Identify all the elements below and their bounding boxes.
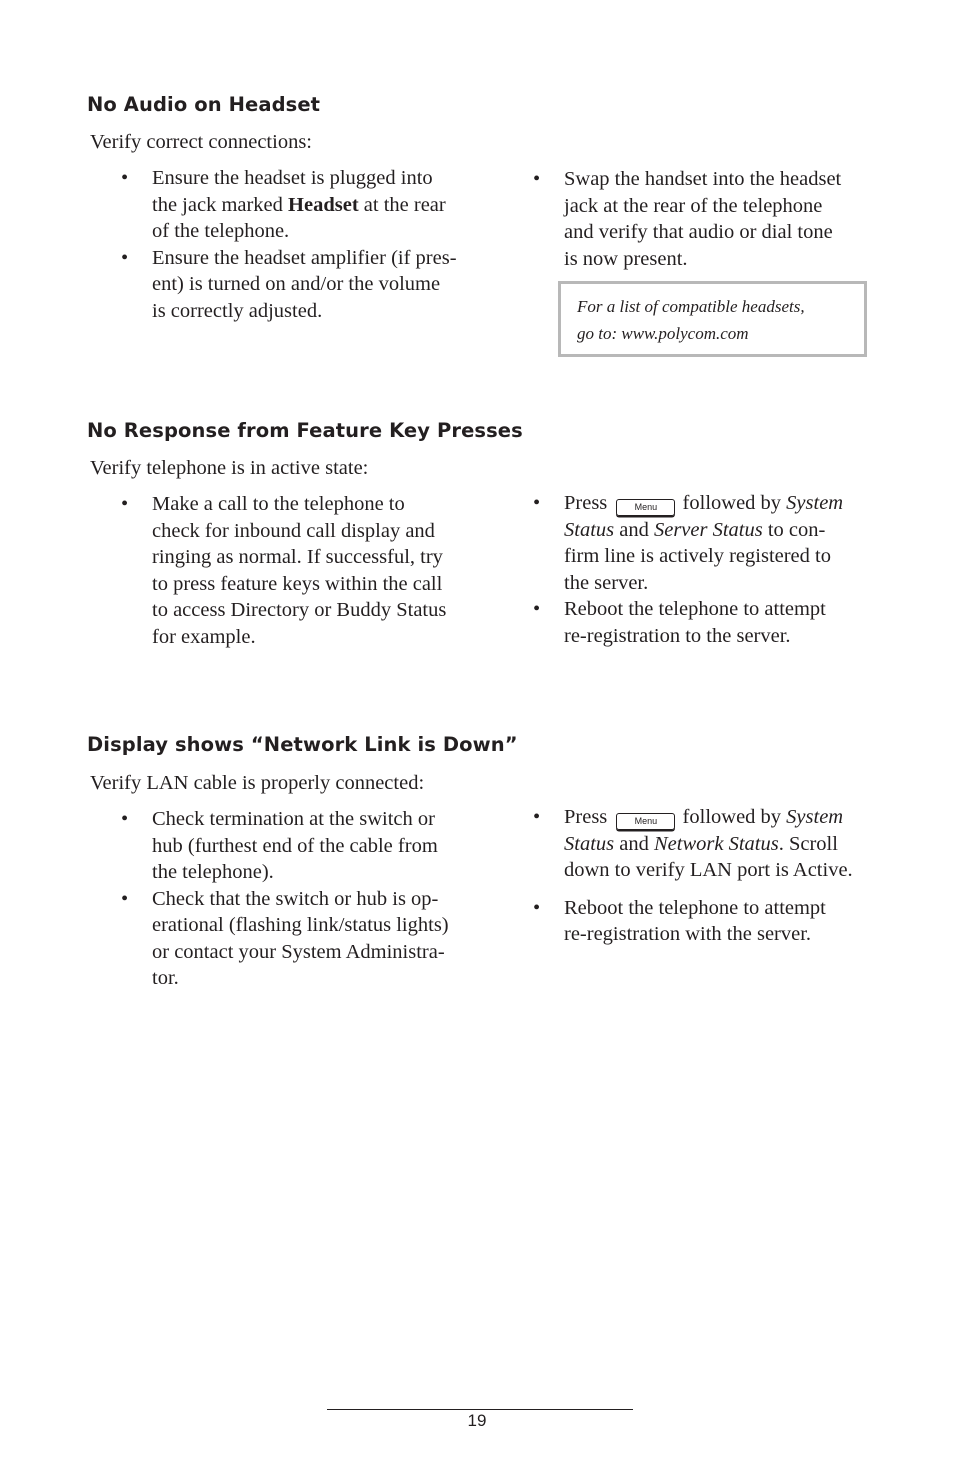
note-line: For a list of compatible headsets, — [577, 297, 805, 316]
section-intro: Verify LAN cable is properly connected: — [90, 772, 425, 794]
bullet-item-line: or contact your System Administra- — [152, 940, 445, 963]
bullet-item-line: Ensure the headset is plugged into — [152, 167, 433, 189]
bullet-item-line: Status and Network Status. Scroll — [564, 832, 838, 855]
section-heading: No Response from Feature Key Presses — [87, 419, 523, 442]
bullet-item-line: Check termination at the switch or — [152, 808, 435, 830]
note-text — [577, 293, 805, 347]
bullet-item-line: Swap the handset into the headset — [564, 168, 842, 190]
italic-term: Status — [564, 832, 615, 855]
bullet-item — [121, 886, 481, 992]
bullet-item-line: ringing as normal. If successful, try — [152, 546, 443, 568]
bullet-item-line: of the telephone. — [152, 220, 290, 242]
bullet-item-line: Press Menu followed by System — [564, 492, 844, 514]
bullet-item — [533, 166, 878, 272]
bullet-icon: • — [533, 168, 541, 190]
italic-term: Network Status — [653, 832, 779, 855]
italic-term: System — [786, 492, 844, 514]
bullet-item — [121, 245, 481, 325]
bullet-item-line: firm line is actively registered to — [564, 545, 831, 567]
bullet-item — [533, 490, 878, 596]
headset-note-box — [558, 281, 867, 357]
left-bullet-list — [121, 491, 481, 650]
bullet-item-line: hub (furthest end of the cable from — [152, 834, 438, 857]
bullet-item-line: Status and Server Status to con- — [564, 518, 826, 541]
bullet-item — [533, 596, 878, 649]
right-bullet-list — [533, 166, 878, 272]
footer-rule — [327, 1409, 633, 1410]
bullet-item-line: tor. — [152, 967, 179, 989]
bullet-item-line: Make a call to the telephone to — [152, 493, 405, 515]
italic-term: Status — [564, 518, 615, 541]
section-intro: Verify correct connections: — [90, 131, 312, 153]
bullet-item-line: the jack marked Headset at the rear — [152, 193, 446, 216]
bullet-icon: • — [121, 493, 129, 515]
bullet-item-line: to access Directory or Buddy Status — [152, 599, 447, 621]
bullet-item-line: check for inbound call display and — [152, 519, 435, 542]
bullet-item — [121, 806, 481, 886]
bullet-item — [533, 895, 878, 948]
bullet-item-line: re-registration to the server. — [564, 624, 791, 647]
page-number: 19 — [467, 1411, 487, 1430]
bullet-item-line: is now present. — [564, 247, 688, 270]
bullet-icon: • — [533, 896, 541, 919]
bullet-item — [121, 491, 481, 650]
bullet-item-line: is correctly adjusted. — [152, 299, 323, 322]
section-intro: Verify telephone is in active state: — [90, 457, 369, 479]
bullet-item-line: for example. — [152, 625, 256, 648]
bullet-item-line: Check that the switch or hub is op- — [152, 887, 439, 910]
right-bullet-list — [533, 804, 878, 948]
menu-key-icon: Menu — [616, 499, 675, 516]
italic-term: Server Status — [653, 518, 763, 541]
bullet-item-line: erational (flashing link/status lights) — [152, 914, 449, 936]
bullet-icon: • — [121, 167, 129, 189]
note-line: go to: www.polycom.com — [577, 324, 749, 343]
bullet-item-line: Reboot the telephone to attempt — [564, 598, 826, 620]
bullet-item-line: the telephone). — [152, 861, 274, 883]
bullet-item-line: ent) is turned on and/or the volume — [152, 273, 441, 295]
bullet-item-line: re-registration with the server. — [564, 923, 812, 945]
bullet-item-line: to press feature keys within the call — [152, 572, 443, 595]
bold-term: Headset — [288, 193, 359, 216]
bullet-item-line: Press Menu followed by System — [564, 806, 844, 828]
bullet-icon: • — [533, 492, 541, 514]
bullet-icon: • — [121, 246, 129, 269]
right-bullet-list — [533, 490, 878, 649]
section-heading: No Audio on Headset — [87, 93, 321, 116]
bullet-item-line: and verify that audio or dial tone — [564, 221, 833, 243]
section-heading: Display shows “Network Link is Down” — [87, 733, 518, 756]
menu-key-icon: Menu — [616, 813, 675, 830]
bullet-item — [533, 804, 878, 884]
left-bullet-list — [121, 165, 481, 324]
bullet-icon: • — [121, 808, 129, 830]
bullet-item — [121, 165, 481, 245]
italic-term: System — [786, 806, 844, 828]
bullet-icon: • — [121, 887, 129, 910]
bullet-icon: • — [533, 598, 541, 620]
bullet-item-line: jack at the rear of the telephone — [564, 194, 823, 217]
bullet-item-line: down to verify LAN port is Active. — [564, 859, 853, 881]
bullet-item-line: the server. — [564, 571, 649, 594]
bullet-item-line: Ensure the headset amplifier (if pres- — [152, 246, 457, 269]
left-bullet-list — [121, 806, 481, 992]
bullet-item-line: Reboot the telephone to attempt — [564, 896, 826, 919]
bullet-icon: • — [533, 806, 541, 828]
